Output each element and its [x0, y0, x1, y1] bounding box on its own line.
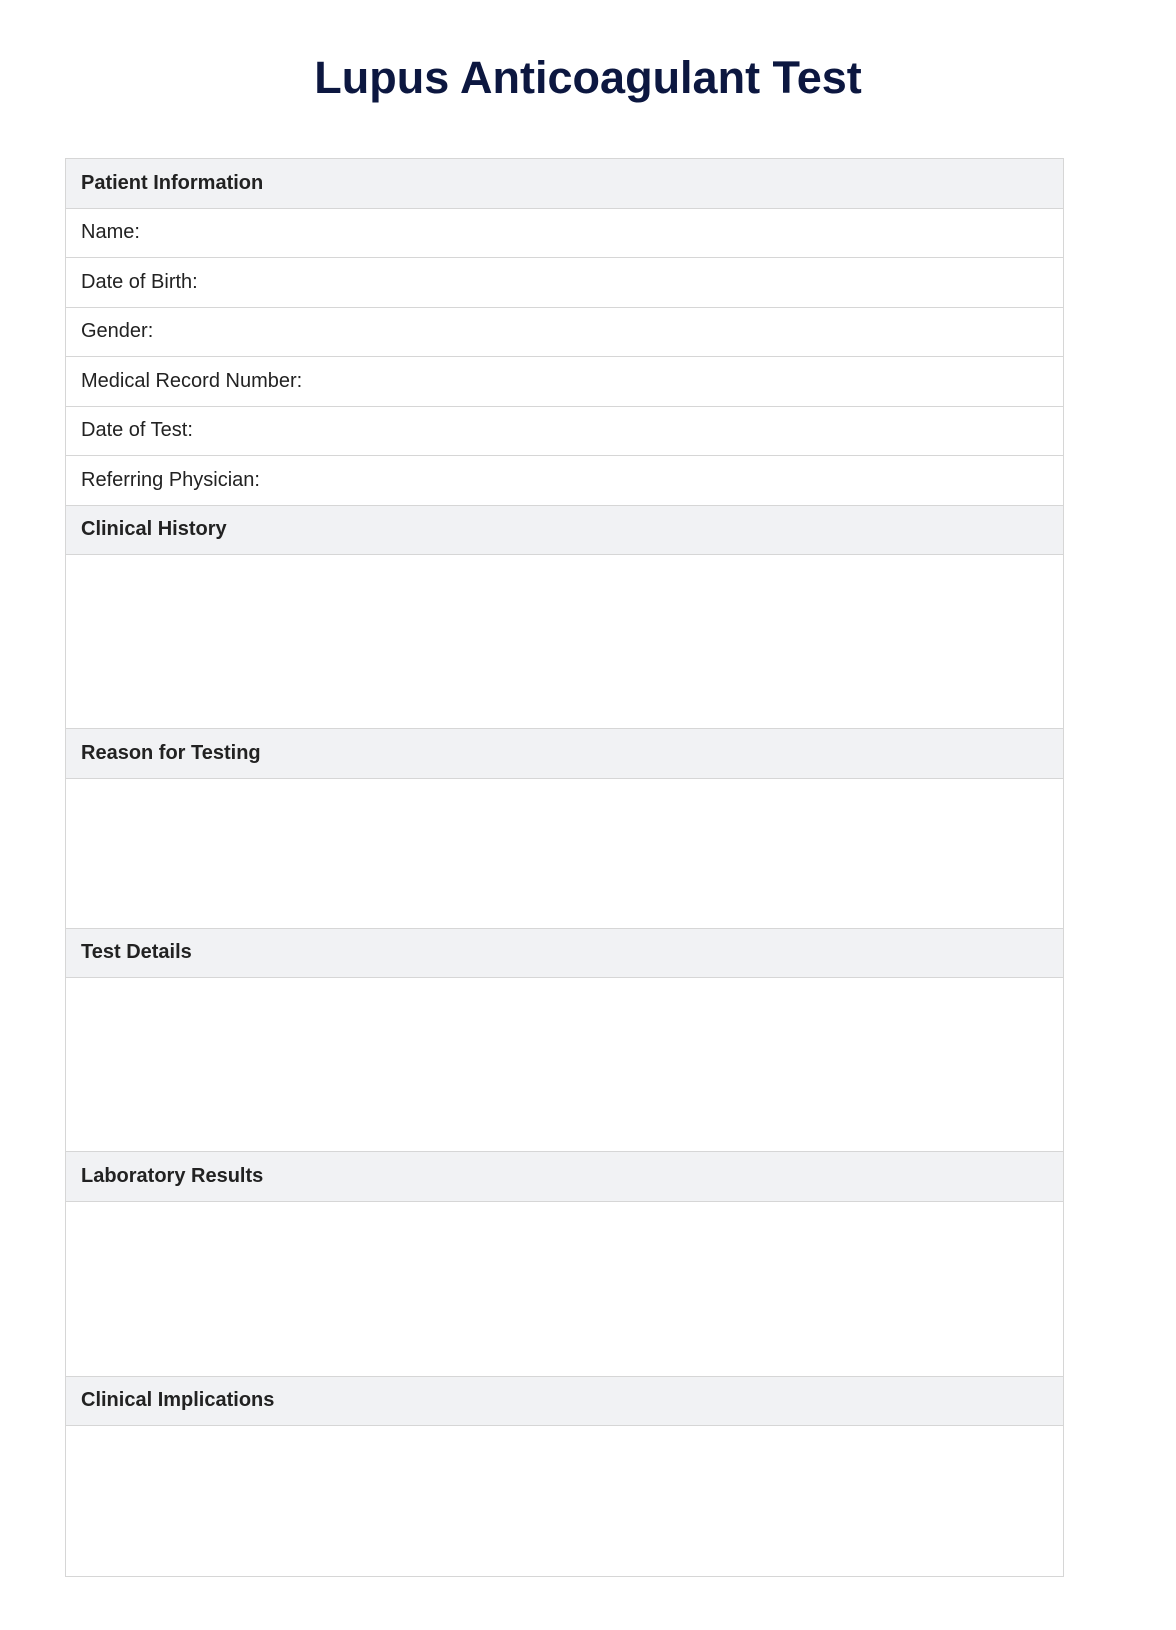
field-date-of-test[interactable]: Date of Test: [66, 407, 1063, 457]
field-medical-record-number[interactable]: Medical Record Number: [66, 357, 1063, 407]
test-details-area[interactable] [66, 978, 1063, 1152]
reason-for-testing-area[interactable] [66, 779, 1063, 929]
laboratory-results-area[interactable] [66, 1202, 1063, 1377]
field-date-of-birth[interactable]: Date of Birth: [66, 258, 1063, 308]
section-header-test-details: Test Details [66, 929, 1063, 979]
field-referring-physician[interactable]: Referring Physician: [66, 456, 1063, 506]
section-header-clinical-history: Clinical History [66, 506, 1063, 556]
section-header-laboratory-results: Laboratory Results [66, 1152, 1063, 1202]
lupus-test-form [65, 158, 1064, 1577]
section-header-patient-information: Patient Information [66, 159, 1063, 209]
section-header-clinical-implications: Clinical Implications [66, 1377, 1063, 1427]
section-header-reason-for-testing: Reason for Testing [66, 729, 1063, 779]
field-gender[interactable]: Gender: [66, 308, 1063, 358]
page-title: Lupus Anticoagulant Test [314, 52, 862, 103]
clinical-history-area[interactable] [66, 555, 1063, 729]
field-name[interactable]: Name: [66, 209, 1063, 259]
clinical-implications-area[interactable] [66, 1426, 1063, 1576]
